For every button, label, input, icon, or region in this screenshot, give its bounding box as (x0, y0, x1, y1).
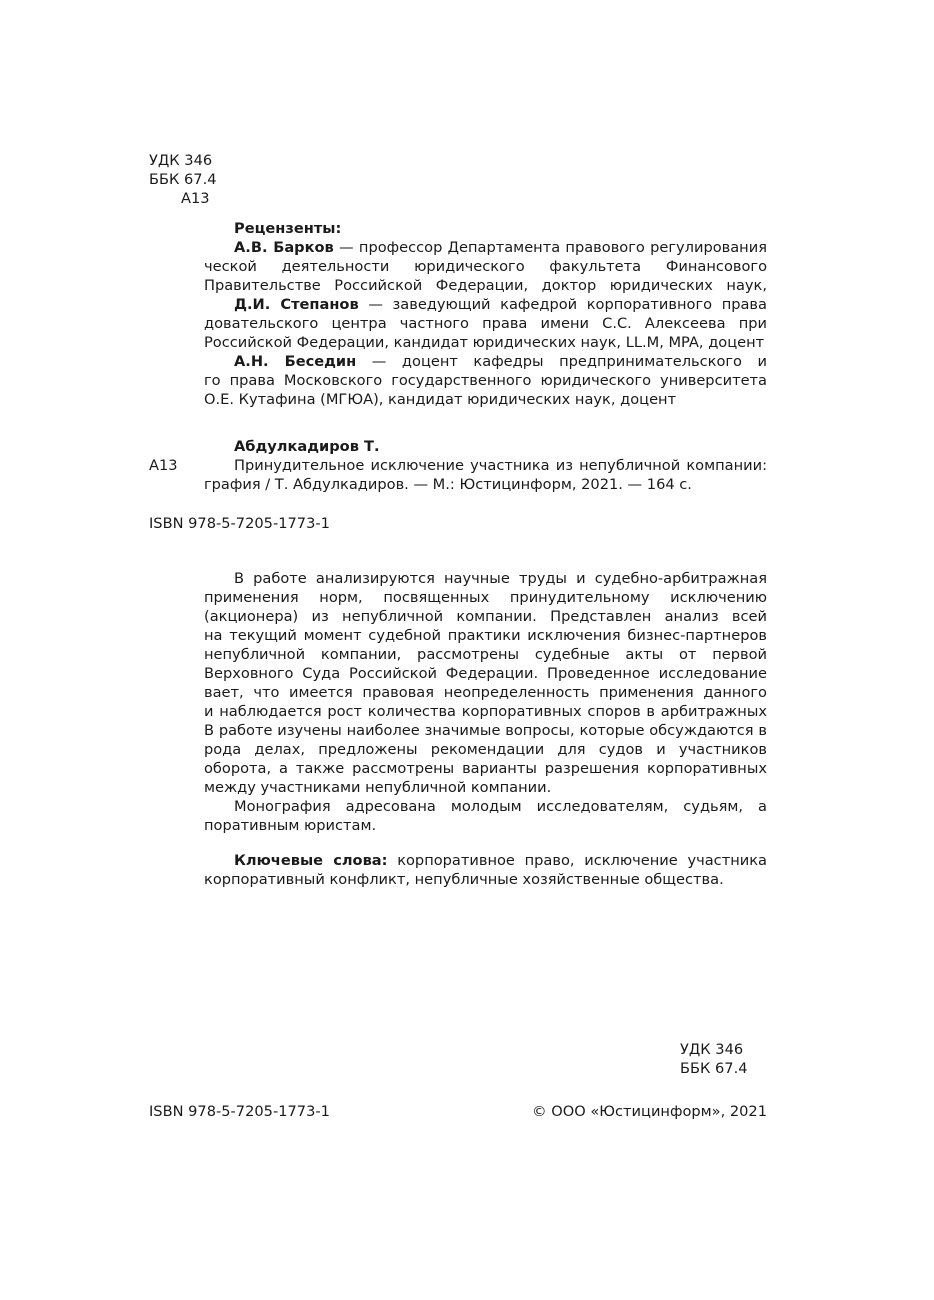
abstract-p2-line-1: Монография адресована молодым исследователям, судьям, а (234, 798, 767, 815)
reviewer-1-line-1: А.В. Барков — профессор Департамента правового регулирования (234, 239, 767, 256)
book-title-line-2: графия / Т. Абдулкадиров. — М.: Юстицинформ, 2021. — 164 с. (204, 476, 692, 493)
footer-isbn: ISBN 978-5-7205-1773-1 (149, 1103, 330, 1120)
abstract-p1-line-5: непубличной компании, рассмотрены судебные акты от первой (204, 646, 767, 663)
abstract-section (204, 569, 767, 835)
book-title-line-1: Принудительное исключение участника из непубличной компании: (234, 457, 767, 474)
reviewers-title: Рецензенты: (234, 220, 342, 237)
reviewer-1-line-3: Правительстве Российской Федерации, доктор юридических наук, (204, 277, 767, 294)
reviewer-2-line-3: Российской Федерации, кандидат юридических наук, LL.M, MPA, доцент (204, 334, 765, 351)
udk-code: УДК 346 (149, 152, 213, 169)
keywords-line-2: корпоративный конфликт, непубличные хозяйственные общества. (204, 871, 724, 888)
abstract-p1-line-11: оборота, а также рассмотрены варианты разрешения корпоративных (204, 760, 767, 777)
abstract-p1-line-12: между участниками непубличной компании. (204, 779, 552, 796)
abstract-p1-line-9: В работе изучены наиболее значимые вопросы, которые обсуждаются в (204, 722, 767, 739)
keywords-line-1: Ключевые слова: корпоративное право, исключение участника (234, 852, 767, 869)
reviewer-2-line-1: Д.И. Степанов — заведующий кафедрой корпоративного права (234, 296, 767, 313)
isbn-top: ISBN 978-5-7205-1773-1 (149, 515, 330, 532)
author-mark: А13 (181, 190, 210, 207)
keywords-label: Ключевые слова: (234, 852, 388, 869)
footer-udk: УДК 346 (680, 1041, 744, 1058)
keywords-section (204, 851, 767, 889)
abstract-p2-line-2: поративным юристам. (204, 817, 377, 834)
book-author: Абдулкадиров Т. (234, 438, 380, 455)
abstract-p1-line-6: Верховного Суда Российской Федерации. Проведенное исследование (204, 665, 767, 682)
reviewers-section (204, 219, 767, 409)
abstract-p1-line-10: рода делах, предложены рекомендации для судов и участников (204, 741, 767, 758)
reviewer-1-line-2: ческой деятельности юридического факультета Финансового (204, 258, 767, 275)
reviewer-3-line-2: го права Московского государственного юридического университета (204, 372, 767, 389)
footer-bbk: ББК 67.4 (680, 1060, 748, 1077)
reviewer-2-line-2: довательского центра частного права имени С.С. Алексеева при (204, 315, 767, 332)
copyright: © ООО «Юстицинформ», 2021 (531, 1103, 767, 1120)
bibliographic-record (204, 437, 767, 494)
abstract-p1-line-8: и наблюдается рост количества корпоративных споров в арбитражных (204, 703, 767, 720)
reviewer-2-name: Д.И. Степанов (234, 296, 359, 313)
reviewer-3-line-1: А.Н. Беседин — доцент кафедры предпринимательского и (234, 353, 767, 370)
bbk-code: ББК 67.4 (149, 171, 217, 188)
abstract-p1-line-1: В работе анализируются научные труды и судебно-арбитражная (234, 570, 767, 587)
abstract-p1-line-7: вает, что имеется правовая неопределенность применения данного (204, 684, 767, 701)
reviewer-3-line-3: О.Е. Кутафина (МГЮА), кандидат юридических наук, доцент (204, 391, 677, 408)
bibliographic-mark: А13 (149, 457, 178, 474)
abstract-p1-line-2: применения норм, посвященных принудительному исключению (204, 589, 767, 606)
abstract-p1-line-4: на текущий момент судебной практики исключения бизнес-партнеров (204, 627, 767, 644)
reviewer-3-name: А.Н. Беседин (234, 353, 357, 370)
abstract-p1-line-3: (акционера) из непубличной компании. Представлен анализ всей (204, 608, 767, 625)
reviewer-1-name: А.В. Барков (234, 239, 334, 256)
